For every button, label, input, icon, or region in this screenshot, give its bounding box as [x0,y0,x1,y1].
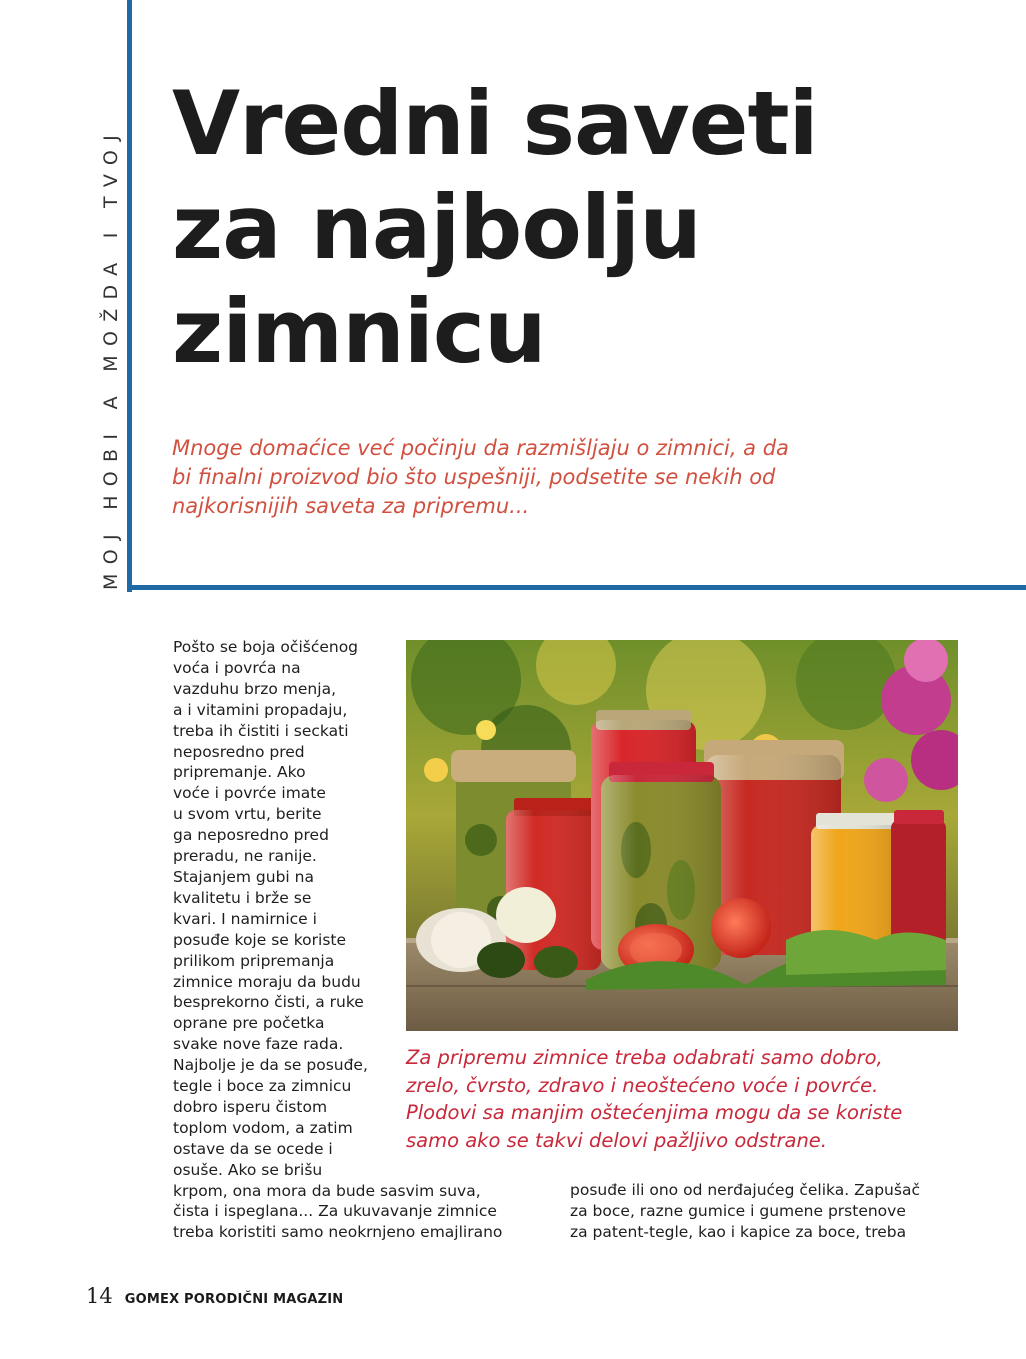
body-line: ostave da se ocede i [173,1139,333,1158]
body-line: čista i ispeglana... Za ukuvavanje zimnice [173,1202,497,1221]
body-line: toplom vodom, a zatim [173,1118,353,1137]
body-line: preradu, ne ranije. [173,847,317,866]
body-line: posuđe koje se koriste [173,930,347,949]
body-line: Stajanjem gubi na [173,867,314,886]
body-line: u svom vrtu, berite [173,805,322,824]
body-line: krpom, ona mora da bude sasvim suva, [173,1181,481,1200]
body-line: ga neposredno pred [173,826,329,845]
body-line: osuše. Ako se brišu [173,1160,323,1179]
body-line: za patent-tegle, kao i kapice za boce, treba [570,1222,907,1241]
title-line: za najbolju [172,176,701,279]
caption-line: samo ako se takvi delovi pažljivo odstrane. [406,1128,828,1152]
caption-line: Za pripremu zimnice treba odabrati samo dobro, [406,1046,883,1069]
lead-line: bi finalni proizvod bio što uspešniji, podsetite se nekih od [172,465,776,489]
body-line: Najbolje je da se posuđe, [173,1056,368,1075]
body-line: a i vitamini propadaju, [173,700,348,719]
title-line: zimnicu [172,280,546,383]
body-line: Pošto se boja očišćenog [173,638,359,656]
body-line: oprane pre početka [173,1014,325,1033]
accent-vertical-rule [127,0,132,592]
body-line: dobro isperu čistom [173,1097,328,1116]
page-number: 14 [86,1284,113,1308]
body-line: voća i povrća na [173,658,301,677]
title-line: Vredni saveti [172,72,818,175]
body-line: treba koristiti samo neokrnjeno emajlirano [173,1223,503,1242]
body-line: treba ih čistiti i seckati [173,721,349,740]
body-line: tegle i boce za zimnicu [173,1077,352,1096]
body-line: svake nove faze rada. [173,1035,344,1054]
body-line: prilikom pripremanja [173,951,335,970]
magazine-name: GOMEX PORODIČNI MAGAZIN [124,1292,344,1307]
body-line: za boce, razne gumice i gumene prstenove [570,1201,906,1220]
body-line: voće i povrće imate [173,784,326,803]
lead-line: Mnoge domaćice već počinju da razmišljaju o zimnici, a da [172,436,789,460]
photo-caption [406,1044,902,1154]
caption-line: zrelo, čvrsto, zdravo i neoštećeno voće i povrće. [406,1073,879,1097]
body-line: kvari. I namirnice i [173,909,317,928]
body-line: pripremanje. Ako [173,763,306,782]
body-line: zimnice moraju da budu [173,972,361,991]
body-line: besprekorno čisti, a ruke [173,993,364,1012]
body-line: posuđe ili ono od nerđajućeg čelika. Zapušač [570,1181,920,1199]
body-line: neposredno pred [173,742,305,761]
lead-line: najkorisnijih saveta za pripremu... [172,494,530,518]
article-title [172,72,992,384]
caption-line: Plodovi sa manjim oštećenjima mogu da se koriste [406,1101,903,1124]
body-line: vazduhu brzo menja, [173,679,336,698]
body-text-right-column [570,1180,920,1243]
section-label: MOJ HOBI A MOŽDA I TVOJ [100,125,122,590]
preserve-jars-photo [406,640,958,1031]
page-footer [86,1284,343,1308]
accent-horizontal-rule [127,585,1026,590]
body-line: kvalitetu i brže se [173,888,312,907]
article-lead [172,434,832,521]
